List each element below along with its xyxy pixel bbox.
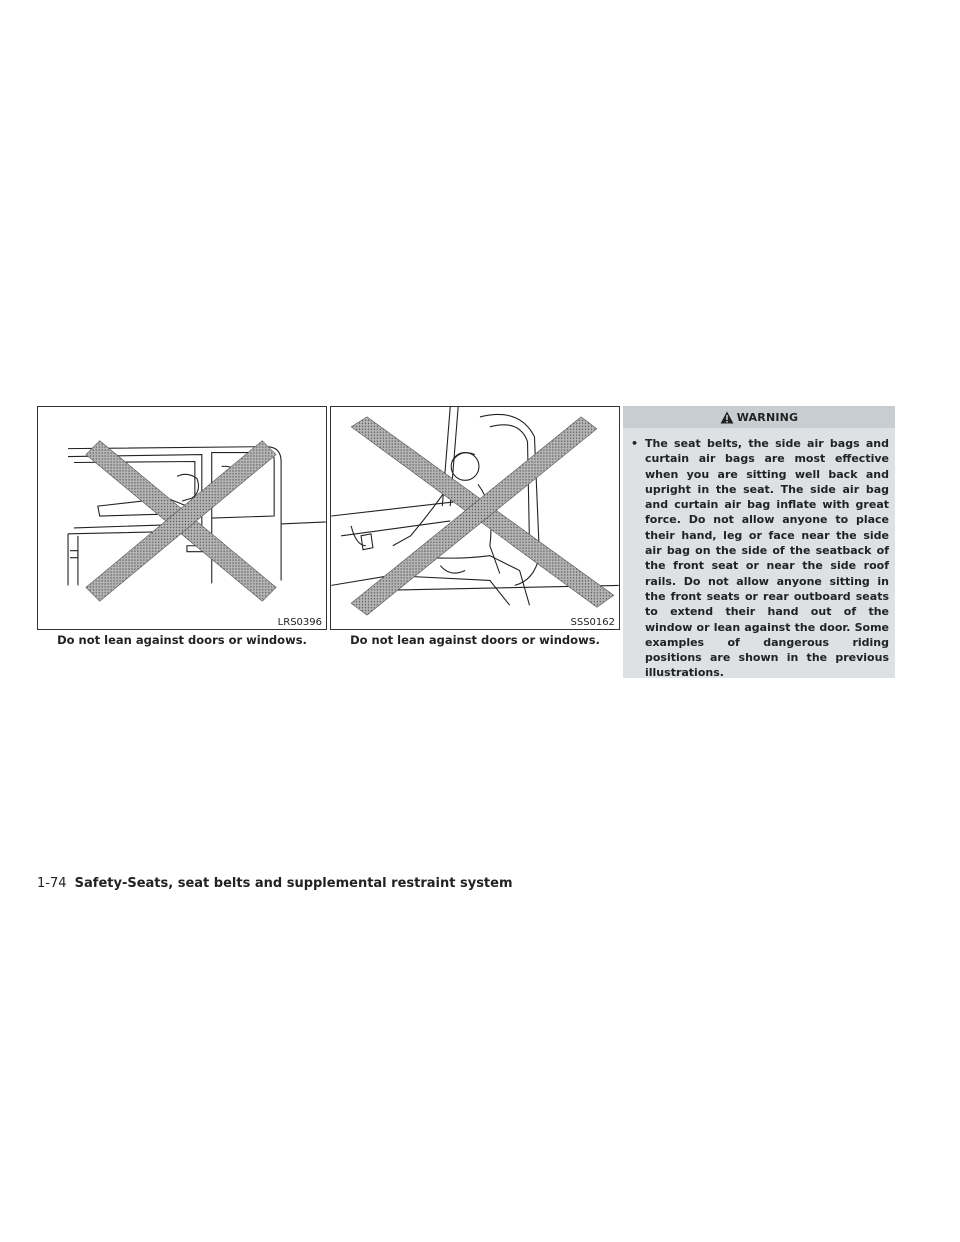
seated-passenger-drawing [331, 407, 619, 629]
warning-item [631, 436, 889, 681]
page-number: 1-74 [37, 876, 67, 891]
figure-caption: Do not lean against doors or windows. [350, 633, 600, 647]
section-title: Safety-Seats, seat belts and supplemental restraint system [74, 876, 513, 891]
figure-code: LRS0396 [277, 617, 322, 628]
warning-triangle-icon [720, 411, 734, 424]
warning-title: WARNING [736, 410, 799, 424]
warning-box [623, 406, 895, 678]
figure-code: SSS0162 [570, 617, 615, 628]
illustration-lean-against-door-truck [37, 406, 327, 630]
figure-caption: Do not lean against doors or windows. [57, 633, 307, 647]
truck-door-drawing [38, 407, 326, 629]
warning-header [623, 406, 895, 428]
illustration-lean-against-door-seated [330, 406, 620, 630]
page-footer [37, 876, 513, 891]
warning-text: The seat belts, the side air bags and curtain air bags are most effective when you are sitting well back and upright in the seat. The side air bag and curtain air bag inflate with great force. Do not allow anyone to place their hand, leg or face near the side air bag on the side of the seatback of the front seat or near the side roof rails. Do not allow anyone sitting in the front seats or rear outboard seats to extend their hand out of the window or lean against the door. Some examples of dangerous riding positions are shown in the previous illustrations. [645, 437, 889, 680]
bullet-marker: • [631, 437, 639, 450]
